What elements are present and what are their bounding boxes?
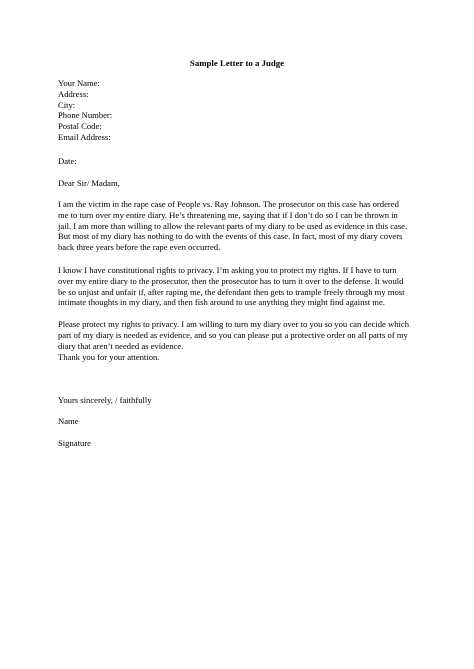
sender-fields bbox=[58, 78, 430, 143]
paragraph-line: Please protect my rights to privacy. I am willing to turn my diary over to you so you can decide which bbox=[58, 319, 409, 329]
paragraph-line: over my entire diary to the prosecutor, then the prosecutor has to turn it over to the defense. It would bbox=[58, 275, 404, 286]
closing-line: Yours sincerely, / faithfully bbox=[58, 395, 152, 405]
paragraph-line: jail. I am more than willing to allow the relevant parts of my diary to be used as evidence in this case. bbox=[58, 220, 408, 231]
body-paragraph-1 bbox=[58, 199, 430, 253]
paragraph-line: part of my diary is needed as evidence, and so you can please put a protective order on all parts of my bbox=[58, 329, 408, 340]
field-phone-number: Phone Number: bbox=[58, 110, 113, 121]
field-address: Address: bbox=[58, 88, 89, 99]
letter-title: Sample Letter to a Judge bbox=[189, 58, 285, 68]
paragraph-line: me to turn over my entire diary. He’s threatening me, saying that if I don’t do so I can be thrown in bbox=[58, 209, 398, 220]
paragraph-line: I am the victim in the rape case of People vs. Ray Johnson. The prosecutor on this case has ordered bbox=[58, 199, 399, 209]
field-email-address: Email Address: bbox=[58, 131, 111, 142]
date-line: Date: bbox=[58, 156, 77, 166]
thanks-line: Thank you for your attention. bbox=[58, 352, 160, 362]
salutation: Dear Sir/ Madam, bbox=[58, 178, 120, 188]
signature-line: Signature bbox=[58, 438, 91, 448]
body-paragraph-3 bbox=[58, 319, 430, 351]
field-your-name: Your Name: bbox=[58, 78, 100, 88]
paragraph-line: be so unjust and unfair if, after raping me, the defendant then gets to trample freely through my most bbox=[58, 286, 405, 297]
paragraph-line: intimate thoughts in my diary, and then fish around to use anything they might find against me. bbox=[58, 297, 385, 308]
body-paragraph-2 bbox=[58, 265, 430, 308]
paragraph-line: I know I have constitutional rights to privacy. I’m asking you to protect my rights. If I have to turn bbox=[58, 265, 397, 275]
paragraph-line: back three years before the rape even occurred. bbox=[58, 242, 221, 253]
name-line: Name bbox=[58, 416, 79, 426]
field-city: City: bbox=[58, 99, 76, 110]
field-postal-code: Postal Code: bbox=[58, 121, 102, 132]
paragraph-line: diary that aren’t needed as evidence. bbox=[58, 340, 184, 351]
paragraph-line: But most of my diary has nothing to do with the events of this case. In fact, most of my diary covers bbox=[58, 231, 403, 242]
